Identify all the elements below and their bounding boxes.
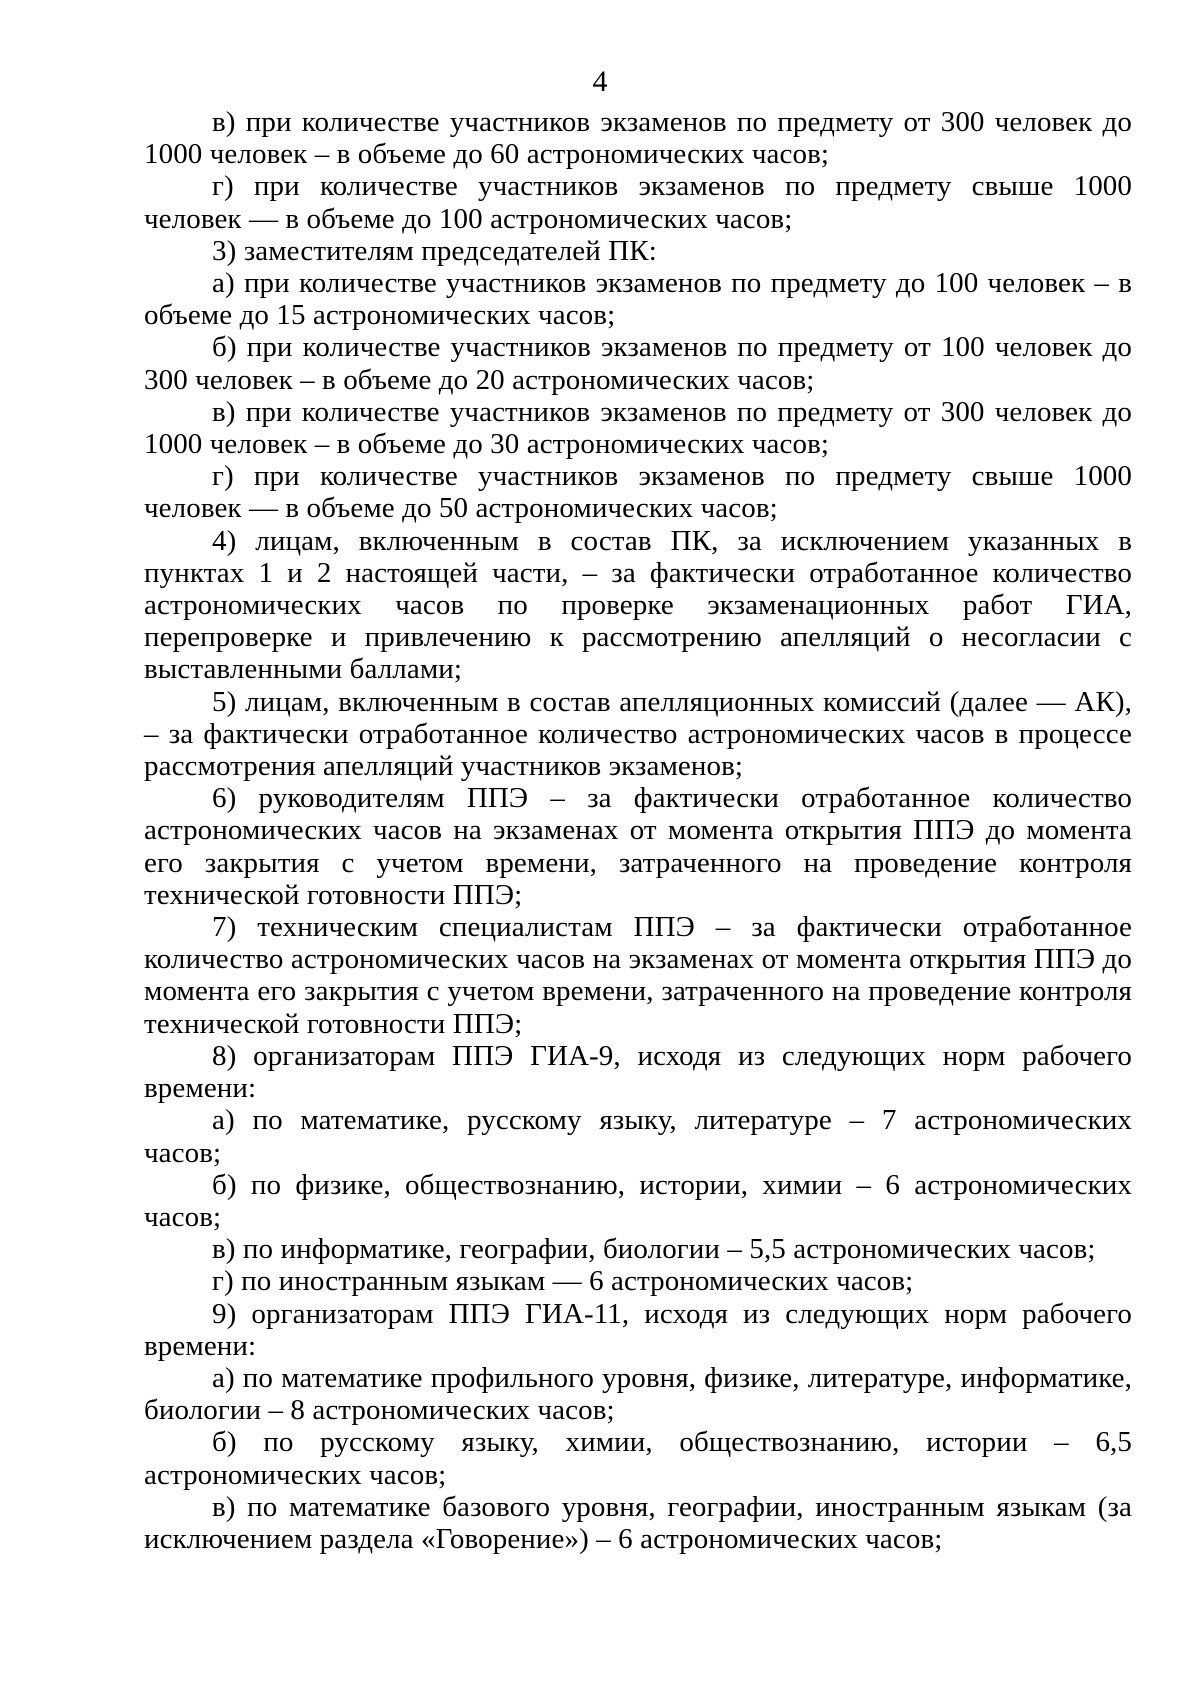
paragraph: а) по математике, русскому языку, литературе – 7 астрономических часов; (144, 1104, 1132, 1169)
paragraph: 7) техническим специалистам ППЭ – за фактически отработанное количество астрономических часов на экзаменах от момента открытия ППЭ до момента его закрытия с учетом времени, затраченного на проведение контроля технической готовности ППЭ; (144, 911, 1132, 1040)
paragraph: 3) заместителям председателей ПК: (212, 234, 657, 267)
paragraph: 8) организаторам ППЭ ГИА-9, исходя из следующих норм рабочего времени: (144, 1039, 1132, 1105)
paragraph: 6) руководителям ППЭ – за фактически отработанное количество астрономических часов на экзаменах от момента открытия ППЭ до момента его закрытия с учетом времени, затраченного на проведение контроля технической готовности ППЭ; (144, 782, 1132, 911)
paragraph: г) при количестве участников экзаменов по предмету свыше 1000 человек — в объеме до 100 астрономических часов; (144, 170, 1132, 235)
paragraph: б) при количестве участников экзаменов по предмету от 100 человек до 300 человек – в объеме до 20 астрономических часов; (144, 331, 1132, 396)
paragraph: а) по математике профильного уровня, физике, литературе, информатике, биологии – 8 астрономических часов; (144, 1361, 1132, 1427)
paragraph: в) по математике базового уровня, географии, иностранным языкам (за исключением раздела «Говорение») – 6 астрономических часов; (144, 1490, 1132, 1555)
paragraph: в) при количестве участников экзаменов по предмету от 300 человек до 1000 человек – в объеме до 30 астрономических часов; (144, 395, 1132, 461)
paragraph: г) при количестве участников экзаменов по предмету свыше 1000 человек — в объеме до 50 астрономических часов; (144, 460, 1132, 525)
paragraph: 9) организаторам ППЭ ГИА-11, исходя из следующих норм рабочего времени: (144, 1297, 1132, 1362)
paragraph: в) по информатике, географии, биологии – 5,5 астрономических часов; (212, 1233, 1096, 1266)
paragraph: б) по физике, обществознанию, истории, химии – 6 астрономических часов; (144, 1168, 1132, 1233)
page-number: 4 (592, 65, 608, 98)
paragraph: б) по русскому языку, химии, обществознанию, истории – 6,5 астрономических часов; (144, 1426, 1132, 1491)
paragraph: в) при количестве участников экзаменов по предмету от 300 человек до 1000 человек – в объеме до 60 астрономических часов; (144, 106, 1132, 171)
paragraph: 4) лицам, включенным в состав ПК, за исключением указанных в пунктах 1 и 2 настоящей части, – за фактически отработанное количество астрономических часов по проверке экзаменационных работ ГИА, перепроверке и привлечению к рассмотрению апелляций о несогласии с выставленными баллами; (144, 524, 1132, 686)
paragraph: а) при количестве участников экзаменов по предмету до 100 человек – в объеме до 15 астрономических часов; (144, 267, 1132, 332)
document-body (144, 106, 1132, 1555)
paragraph: г) по иностранным языкам — 6 астрономических часов; (212, 1265, 914, 1298)
paragraph: 5) лицам, включенным в состав апелляционных комиссий (далее — АК), – за фактически отработанное количество астрономических часов в процессе рассмотрения апелляций участников экзаменов; (144, 685, 1132, 783)
